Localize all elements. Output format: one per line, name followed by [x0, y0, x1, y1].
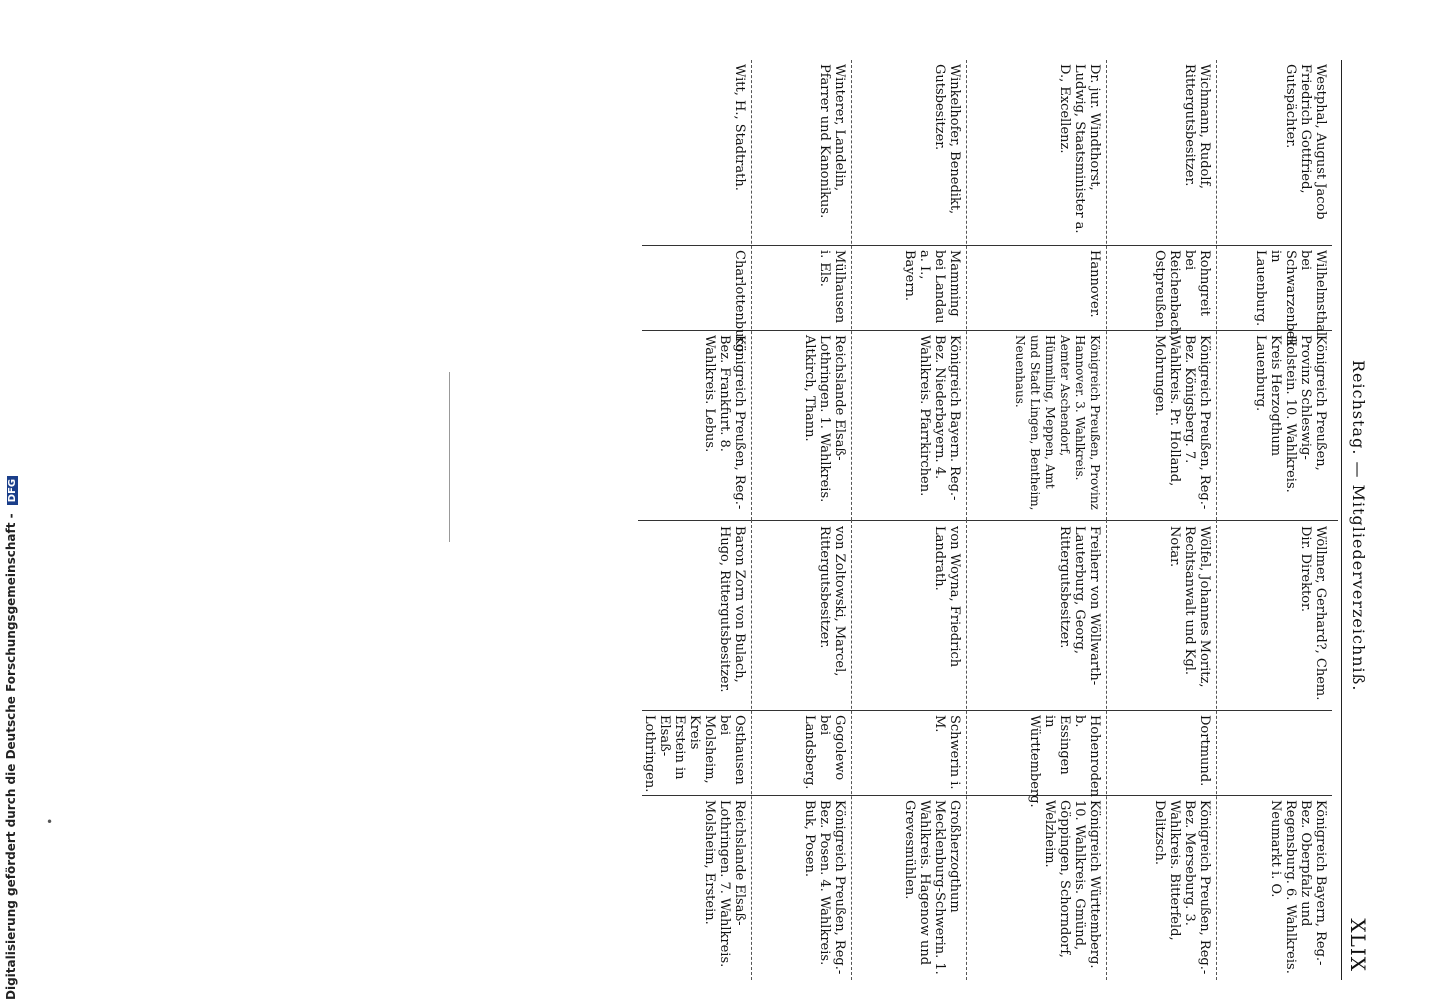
left-name-residence-divider	[642, 245, 1332, 246]
member-residence: Rohngreit bei Reichenbach, Ostpreußen.	[1152, 250, 1212, 340]
member-name: Baron Zorn von Bulach, Hugo, Rittergutsbesitzer.	[717, 526, 747, 693]
member-residence: Schwerin i. M.	[932, 715, 962, 790]
member-residence: Mamming bei Landau a. I., Bayern.	[902, 250, 962, 324]
member-district: Königreich Preußen, Reg.-Bez. Frankfurt. 8. Wahlkreis. Lebus.	[702, 335, 747, 510]
row-rule	[966, 520, 967, 980]
member-residence: Wilhelmsthal bei Schwarzenbek in Lauenburg.	[1253, 250, 1328, 347]
member-residence: Gogolewo bei Landsberg.	[802, 715, 847, 790]
page-header	[1336, 60, 1372, 980]
right-residence-district-divider	[642, 795, 1332, 796]
member-district: Reichslande Elsaß-Lothringen. 1. Wahlkreis. Altkirch, Thann.	[802, 335, 847, 503]
row-rule	[751, 520, 752, 980]
digitization-credit	[4, 476, 18, 1000]
member-district: Königreich Preußen, Reg.-Bez. Merseburg. 3. Wahlkreis. Bitterfeld, Delitzsch.	[1152, 800, 1212, 975]
row-rule	[966, 60, 967, 520]
member-district: Königreich Bayern. Reg.-Bez. Niederbayern. 4. Wahlkreis. Pfarrkirchen.	[917, 335, 962, 501]
credit-text: Digitalisierung gefördert durch die Deutsche Forschungsgemeinschaft -	[4, 513, 18, 1000]
member-name: Westphal, August Jacob Friedrich Gottfried, Gutspächter.	[1283, 64, 1328, 220]
column-divider	[638, 520, 1338, 521]
member-name: Wölfel, Johannes Moritz, Rechtsanwalt und Kgl. Notar.	[1167, 526, 1212, 688]
right-name-residence-divider	[642, 710, 1332, 711]
row-rule	[1106, 520, 1107, 980]
member-name: Witt, H., Stadtrath.	[732, 64, 747, 191]
header-rule	[1341, 60, 1342, 980]
document-page	[612, 60, 1372, 980]
member-residence: Osthausen bei Molsheim, Kreis Erstein in Elsaß-Lothringen.	[642, 715, 747, 793]
member-name: Winkelhofer, Benedikt, Gutsbesitzer.	[932, 64, 962, 215]
member-district: Königreich Preußen, Provinz Hannover. 3. Wahlkreis. Aemter Aschendorf, Hümmling, Meppen, Amt und Stadt Lingen, Bentheim, Neuenhaus.	[1013, 335, 1102, 511]
row-rule	[1216, 60, 1217, 520]
row-rule	[851, 520, 852, 980]
member-residence: Dortmund.	[1197, 715, 1212, 787]
member-district: Königreich Bayern, Reg.-Bez. Oberpfalz und Regensburg. 6. Wahlkreis. Neumarkt i. O.	[1268, 800, 1328, 974]
scan-artifact-mark: •	[46, 815, 54, 829]
member-name: Dr. jur. Windthorst, Ludwig, Staatsminister a. D., Excellenz.	[1057, 64, 1102, 234]
row-rule	[851, 60, 852, 520]
member-district: Königreich Württemberg. 10. Wahlkreis. Gmünd, Göppingen, Schorndorf, Welzheim.	[1042, 800, 1102, 969]
member-residence: Mülhausen i. Els.	[817, 250, 847, 324]
scan-artifact-line	[449, 372, 450, 542]
member-residence: Charlottenburg.	[732, 250, 747, 357]
row-rule	[751, 60, 752, 520]
member-name: von Zoltowski, Marcel, Rittergutsbesitzer.	[817, 526, 847, 677]
page-title: Reichstag. — Mitgliederverzeichniß.	[1349, 360, 1368, 692]
member-residence: Hohenroden b. Essingen in Württemberg.	[1027, 715, 1102, 808]
dfg-logo: DFG	[7, 476, 18, 505]
member-district: Königreich Preußen, Reg.-Bez. Königsberg. 7. Wahlkreis. Pr. Holland, Mohrungen.	[1152, 335, 1212, 510]
member-name: von Woyna, Friedrich Landrath.	[932, 526, 962, 668]
member-name: Freiherr von Wöllwarth-Lauterburg, Georg, Rittergutsbesitzer.	[1057, 526, 1102, 686]
member-district: Königreich Preußen, Reg.-Bez. Posen. 4. Wahlkreis. Buk, Posen.	[802, 800, 847, 975]
page-number: XLIX	[1346, 918, 1370, 972]
member-residence: Hannover.	[1087, 250, 1102, 318]
member-name: Winterer, Landelin, Pfarrer und Kanonikus.	[817, 64, 847, 219]
member-district: Reichslande Elsaß-Lothringen. 7. Wahlkreis. Molsheim, Erstein.	[702, 800, 747, 968]
member-district: Großherzogthum Mecklenburg-Schwerin. 1. Wahlkreis. Hagenow und Grevesmühlen.	[902, 800, 962, 975]
member-name: Wöllmer, Gerhard?, Chem. Dir. Direktor.	[1298, 526, 1328, 701]
member-name: Wichmann, Rudolf, Rittergutsbesitzer.	[1182, 64, 1212, 189]
member-district: Königreich Preußen, Provinz Schleswig-Holstein. 10. Wahlkreis. Kreis Herzogthum Lauenburg.	[1253, 335, 1328, 493]
row-rule	[1216, 520, 1217, 980]
row-rule	[1106, 60, 1107, 520]
